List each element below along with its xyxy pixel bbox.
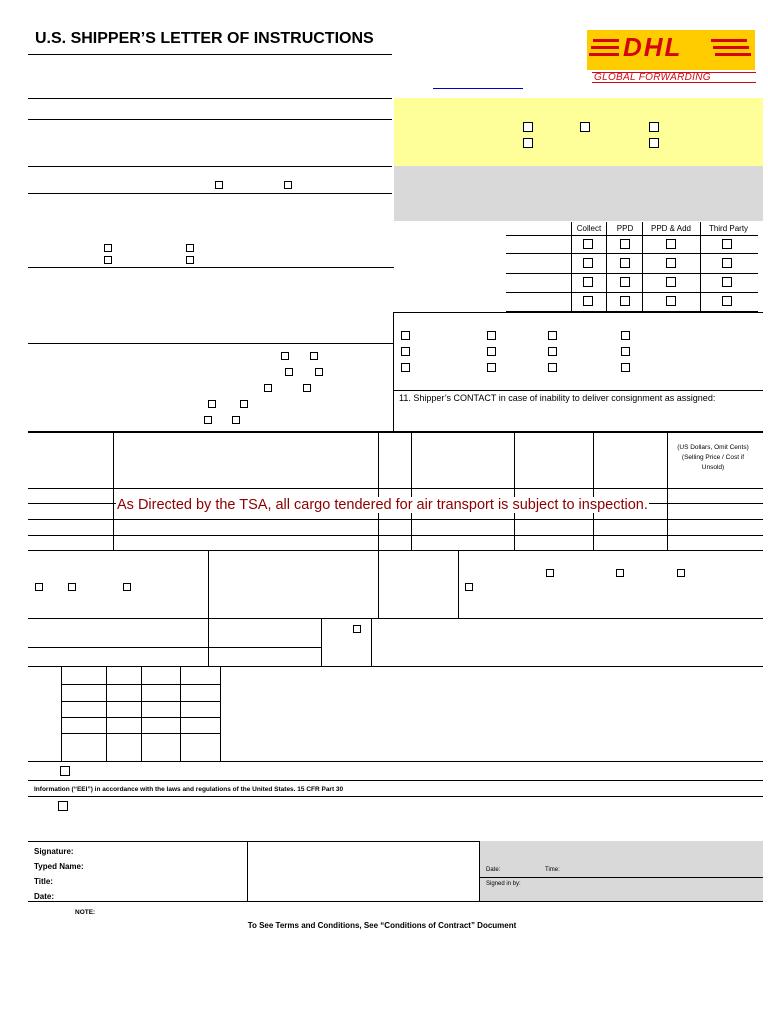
checkbox[interactable]: [68, 583, 76, 591]
checkbox[interactable]: [722, 258, 732, 268]
checkbox[interactable]: [353, 625, 361, 633]
section-rule: [378, 550, 379, 618]
table-rule: [700, 222, 701, 311]
checkbox[interactable]: [548, 347, 557, 356]
checkbox[interactable]: [523, 122, 533, 132]
value-note-line: Unsold): [701, 464, 725, 471]
date-label: Date:: [34, 892, 55, 901]
checkbox[interactable]: [583, 296, 593, 306]
checkbox[interactable]: [620, 296, 630, 306]
checkbox[interactable]: [58, 801, 68, 811]
checkbox[interactable]: [580, 122, 590, 132]
section-rule: [208, 550, 209, 666]
table-rule: [506, 273, 758, 274]
checkbox[interactable]: [264, 384, 272, 392]
table-rule: [28, 550, 763, 551]
checkbox[interactable]: [401, 347, 410, 356]
col-header-ppd: PPD: [616, 224, 634, 233]
table-rule: [514, 431, 515, 550]
table-rule: [28, 519, 763, 520]
value-note-line: (US Dollars, Omit Cents): [677, 444, 749, 451]
table-rule: [506, 235, 758, 236]
checkbox[interactable]: [208, 400, 216, 408]
checkbox[interactable]: [523, 138, 533, 148]
checkbox[interactable]: [315, 368, 323, 376]
checkbox[interactable]: [616, 569, 624, 577]
section-rule: [479, 841, 480, 901]
grid-rule: [61, 717, 220, 718]
checkbox[interactable]: [548, 331, 557, 340]
receipt-date-label: Date:: [486, 867, 501, 873]
checkbox[interactable]: [666, 296, 676, 306]
grid-rule: [61, 701, 220, 702]
field-line: [28, 267, 394, 268]
divider: [28, 54, 392, 55]
checkbox[interactable]: [104, 244, 112, 252]
checkbox[interactable]: [620, 277, 630, 287]
section-rule: [321, 618, 322, 666]
field-line: [28, 98, 392, 99]
checkbox[interactable]: [487, 331, 496, 340]
table-rule: [411, 431, 412, 550]
signature-labels: [34, 844, 84, 904]
checkbox[interactable]: [487, 363, 496, 372]
table-rule: [28, 431, 763, 433]
signed-in-label: Signed in by:: [486, 881, 521, 887]
checkbox[interactable]: [722, 239, 732, 249]
table-rule: [28, 488, 763, 489]
checkbox[interactable]: [104, 256, 112, 264]
terms-text: To See Terms and Conditions, See “Conditions of Contract” Document: [247, 921, 517, 930]
typed-name-label: Typed Name:: [34, 862, 84, 871]
dhl-tagline: GLOBAL FORWARDING: [594, 72, 711, 83]
link-underline[interactable]: [433, 88, 523, 89]
field-line: [28, 193, 392, 194]
checkbox[interactable]: [548, 363, 557, 372]
dhl-wordmark: DHL: [623, 32, 683, 62]
checkbox[interactable]: [666, 239, 676, 249]
checkbox[interactable]: [666, 258, 676, 268]
section-rule: [393, 390, 763, 391]
checkbox[interactable]: [621, 331, 630, 340]
checkbox[interactable]: [310, 352, 318, 360]
table-rule: [506, 292, 758, 293]
checkbox[interactable]: [666, 277, 676, 287]
field-line: [479, 877, 763, 878]
col-header-collect: Collect: [576, 224, 602, 233]
checkbox[interactable]: [401, 331, 410, 340]
value-note-line: (Selling Price / Cost if: [681, 454, 745, 461]
checkbox[interactable]: [232, 416, 240, 424]
section-rule: [393, 312, 763, 313]
section-rule: [393, 312, 394, 431]
grid-rule: [180, 666, 181, 761]
table-rule: [571, 222, 572, 311]
checkbox[interactable]: [281, 352, 289, 360]
checkbox[interactable]: [677, 569, 685, 577]
gray-panel: [479, 841, 763, 901]
table-rule: [642, 222, 643, 311]
section-rule: [28, 761, 763, 762]
grid-rule: [141, 666, 142, 761]
section-rule: [247, 841, 248, 901]
checkbox[interactable]: [620, 258, 630, 268]
field-line: [28, 166, 392, 167]
section-rule: [28, 901, 763, 902]
grid-rule: [106, 666, 107, 761]
checkbox[interactable]: [186, 256, 194, 264]
checkbox[interactable]: [285, 368, 293, 376]
checkbox[interactable]: [401, 363, 410, 372]
section-rule: [371, 618, 372, 666]
checkbox[interactable]: [583, 277, 593, 287]
checkbox[interactable]: [621, 363, 630, 372]
table-rule: [113, 431, 114, 550]
field-line: [28, 119, 392, 120]
form-title: U.S. SHIPPER’S LETTER OF INSTRUCTIONS: [35, 30, 374, 47]
checkbox[interactable]: [204, 416, 212, 424]
checkbox[interactable]: [284, 181, 292, 189]
dhl-logo: [587, 30, 755, 70]
checkbox[interactable]: [583, 239, 593, 249]
checkbox[interactable]: [186, 244, 194, 252]
checkbox[interactable]: [722, 296, 732, 306]
checkbox[interactable]: [722, 277, 732, 287]
field-line: [28, 647, 321, 648]
checkbox[interactable]: [649, 122, 659, 132]
contact-label: 11. Shipper’s CONTACT in case of inability to deliver consignment as assigned:: [399, 393, 716, 403]
checkbox[interactable]: [546, 569, 554, 577]
grid-rule: [220, 666, 221, 761]
checkbox[interactable]: [620, 239, 630, 249]
checkbox[interactable]: [303, 384, 311, 392]
table-rule: [606, 222, 607, 311]
checkbox[interactable]: [240, 400, 248, 408]
checkbox[interactable]: [35, 583, 43, 591]
tsa-notice: As Directed by the TSA, all cargo tendered for air transport is subject to inspection.: [117, 497, 648, 513]
col-header-third-party: Third Party: [708, 224, 749, 233]
checkbox[interactable]: [123, 583, 131, 591]
checkbox[interactable]: [487, 347, 496, 356]
grid-rule: [61, 733, 220, 734]
note-label: NOTE:: [75, 909, 96, 916]
section-rule: [28, 780, 763, 781]
eei-text: Information (“EEI”) in accordance with the laws and regulations of the United States. 15 CFR Part 30: [34, 786, 344, 793]
table-rule: [28, 535, 763, 536]
section-rule: [28, 666, 763, 667]
title-label: Title:: [34, 877, 53, 886]
checkbox[interactable]: [215, 181, 223, 189]
col-header-ppd-add: PPD & Add: [650, 224, 692, 233]
tagline-rule: [592, 72, 756, 73]
checkbox[interactable]: [621, 347, 630, 356]
section-rule: [458, 550, 459, 618]
checkbox[interactable]: [649, 138, 659, 148]
yellow-panel: [394, 98, 763, 166]
signature-label: Signature:: [34, 847, 74, 856]
section-rule: [28, 796, 763, 797]
table-rule: [378, 431, 379, 550]
tagline-rule: [592, 82, 756, 83]
checkbox[interactable]: [60, 766, 70, 776]
field-line: [28, 343, 394, 344]
grid-rule: [61, 684, 220, 685]
table-rule: [593, 431, 594, 550]
section-rule: [28, 618, 763, 619]
checkbox[interactable]: [465, 583, 473, 591]
value-note: [668, 443, 758, 473]
gray-panel: [394, 166, 763, 221]
checkbox[interactable]: [583, 258, 593, 268]
receipt-time-label: Time:: [545, 867, 560, 873]
table-rule: [506, 253, 758, 254]
grid-rule: [61, 666, 62, 761]
